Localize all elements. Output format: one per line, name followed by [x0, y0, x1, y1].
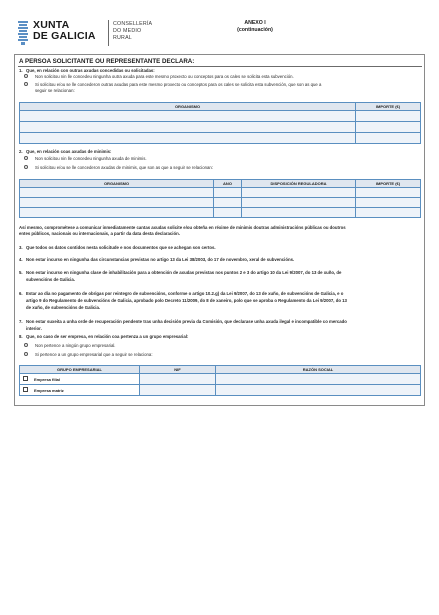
- xunta-line2: DE GALICIA: [33, 30, 96, 42]
- q2-col-importe: IMPORTE (€): [356, 180, 421, 188]
- empresa-matriz-checkbox[interactable]: [23, 387, 28, 392]
- commitment-line1: Así mesmo, comprométese a comunicar inmediatamente cantas axudas solicite e/ou obteña en réxime de minimis doutras administracións públicas ou doutros: [19, 225, 346, 230]
- q1-aids-table: [19, 102, 421, 144]
- conselleria-name: [113, 21, 152, 42]
- q2-col-ano: ANO: [214, 180, 242, 188]
- q1-text: Que, en relación con outras axudas concedidas ou solicitadas:: [26, 68, 155, 73]
- q8-razon-social-cell[interactable]: [216, 385, 421, 396]
- q2-option-no-radio[interactable]: [24, 156, 28, 160]
- conselleria-line3: RURAL: [113, 35, 132, 41]
- q1-option-yes-radio[interactable]: [24, 82, 28, 86]
- table-row: [20, 111, 421, 122]
- empresa-filial-label: Empresa filial: [34, 376, 61, 382]
- q1-importe-cell[interactable]: [356, 111, 421, 122]
- anexo-title: ANEXO I: [244, 20, 266, 26]
- q2-ano-cell[interactable]: [214, 208, 242, 218]
- q8-text: Que, no caso de ser empresa, en relación coa pertenza a un grupo empresarial:: [26, 334, 189, 339]
- q2-importe-cell[interactable]: [356, 188, 421, 198]
- q2-importe-cell[interactable]: [356, 198, 421, 208]
- empresa-filial-checkbox[interactable]: [23, 376, 28, 381]
- table-row: [20, 374, 421, 385]
- conselleria-line1: CONSELLERÍA: [113, 21, 153, 27]
- xunta-logo: [16, 18, 102, 48]
- item6-number: 6.: [19, 291, 23, 296]
- q1-organismo-cell[interactable]: [20, 133, 356, 144]
- q1-organismo-cell[interactable]: [20, 122, 356, 133]
- q1-col-organismo: ORGANISMO: [20, 103, 356, 111]
- q2-col-disposicion: DISPOSICIÓN REGULADORA: [242, 180, 356, 188]
- q1-col-importe: IMPORTE (€): [356, 103, 421, 111]
- item7-line2: interior.: [26, 326, 42, 331]
- item6-line2: artigo 9 do Regulamento de subvencións de Galicia, aprobado polo Decreto 11/2009, do 8 de xaneiro, polo que se aproba o Regulamento da Lei 9/2007, do 13: [26, 298, 347, 303]
- q2-ano-cell[interactable]: [214, 198, 242, 208]
- xunta-wordmark: [33, 20, 96, 42]
- q2-disposicion-cell[interactable]: [242, 198, 356, 208]
- q1-option-no-radio[interactable]: [24, 74, 28, 78]
- table-row: [20, 133, 421, 144]
- q8-option-yes-radio[interactable]: [24, 352, 28, 356]
- logo-divider: [108, 20, 109, 46]
- q2-col-organismo: ORGANISMO: [20, 180, 214, 188]
- q8-row-filial: [20, 374, 140, 385]
- table-header-row: [20, 103, 421, 111]
- empresa-matriz-label: Empresa matriz: [34, 387, 64, 393]
- q2-organismo-cell[interactable]: [20, 208, 214, 218]
- title-underline: [18, 66, 422, 67]
- q8-nif-cell[interactable]: [140, 374, 216, 385]
- table-row: [20, 385, 421, 396]
- q8-razon-social-cell[interactable]: [216, 374, 421, 385]
- q2-disposicion-cell[interactable]: [242, 188, 356, 198]
- q2-option-yes-label: Si solicitou e/ou se lle concederon axudas de minimis, que son as que a seguir se relacionan:: [35, 165, 213, 170]
- q2-importe-cell[interactable]: [356, 208, 421, 218]
- xunta-emblem-icon: [16, 20, 30, 46]
- item7-number: 7.: [19, 319, 23, 324]
- q2-disposicion-cell[interactable]: [242, 208, 356, 218]
- q1-organismo-cell[interactable]: [20, 111, 356, 122]
- item6-line3: de xuño, de subvencións de Galicia.: [26, 305, 101, 310]
- q8-col-razon-social: RAZÓN SOCIAL: [216, 366, 421, 374]
- q8-option-yes-label: Si pertence a un grupo empresarial que a seguir se relaciona:: [35, 352, 153, 357]
- table-row: [20, 122, 421, 133]
- q2-option-yes-radio[interactable]: [24, 165, 28, 169]
- q8-option-no-radio[interactable]: [24, 343, 28, 347]
- q2-number: 2.: [19, 149, 23, 154]
- q8-option-no-label: Non pertence a ningún grupo empresarial.: [35, 343, 116, 348]
- anexo-subtitle: (continuación): [237, 27, 273, 33]
- item4-number: 4.: [19, 257, 23, 262]
- q8-number: 8.: [19, 334, 23, 339]
- q1-importe-cell[interactable]: [356, 133, 421, 144]
- q8-group-table: [19, 365, 421, 396]
- q2-organismo-cell[interactable]: [20, 188, 214, 198]
- anexo-heading: [230, 20, 280, 34]
- q1-number: 1.: [19, 68, 23, 73]
- table-row: [20, 198, 421, 208]
- q1-option-yes-label-line2: seguir se relacionan:: [35, 88, 75, 93]
- table-header-row: [20, 366, 421, 374]
- q8-col-grupo: GRUPO EMPRESARIAL: [20, 366, 140, 374]
- conselleria-line2: DO MEDIO: [113, 28, 142, 34]
- section-title: A PERSOA SOLICITANTE OU REPRESENTANTE DECLARA:: [19, 58, 195, 65]
- q2-minimis-table: [19, 179, 421, 218]
- q1-option-yes-label-line1: Si solicitou e/ou se lle concederon outras axudas para este mesmo proxecto ou conceptos para os cales se solicita esta subvención, que son as que a: [35, 82, 322, 87]
- q2-ano-cell[interactable]: [214, 188, 242, 198]
- item7-line1: Non estar suxeita a unha orde de recuperación pendente tras unha decisión previa da Comisión, que declarase unha axuda ilegal e incompatible co mercado: [26, 319, 347, 324]
- q8-col-nif: NIF: [140, 366, 216, 374]
- q8-nif-cell[interactable]: [140, 385, 216, 396]
- item4-line1: Non estar incurso en ningunha das circunstancias previstas no artigo 13 da Lei 38/2003, do 17 de novembro, xeral de subvencións.: [26, 257, 295, 262]
- table-header-row: [20, 180, 421, 188]
- q2-option-no-label: Non solicitou nin lle concedeu ningunha axuda de minimis.: [35, 156, 147, 161]
- xunta-line1: XUNTA: [33, 19, 70, 31]
- table-row: [20, 208, 421, 218]
- item5-number: 5.: [19, 270, 23, 275]
- q8-row-matriz: [20, 385, 140, 396]
- item6-line1: Estar ao día no pagamento de obrigas por reintegro de subvencións, conforme o artigo 10.2.g) da Lei 9/2007, do 13 de xuño, de subvencións de Galicia, e o: [26, 291, 344, 296]
- page-header: [16, 18, 424, 52]
- q2-text: Que, en relación coas axudas de minimis:: [26, 149, 112, 154]
- item3-line1: Que todos os datos contidos nesta solicitude e nos documentos que se achegan son certos.: [26, 245, 216, 250]
- item5-line2: subvencións de Galicia.: [26, 277, 75, 282]
- q1-option-no-label: Non solicitou nin lle concedeu ningunha outra axuda para este mesmo proxecto ou conceptos para os cales se solicita esta subvención.: [35, 74, 294, 79]
- q2-organismo-cell[interactable]: [20, 198, 214, 208]
- item3-number: 3.: [19, 245, 23, 250]
- table-row: [20, 188, 421, 198]
- item5-line1: Non estar incurso en ningunha clase de inhabilitación para a obtención de axudas previstas nos puntos 2 e 3 do artigo 10 da Lei 9/2007, do 13 de xuño, de: [26, 270, 342, 275]
- q1-importe-cell[interactable]: [356, 122, 421, 133]
- commitment-line2: entes públicos, nacionais ou internacionais, a partir da data desta declaración.: [19, 231, 180, 236]
